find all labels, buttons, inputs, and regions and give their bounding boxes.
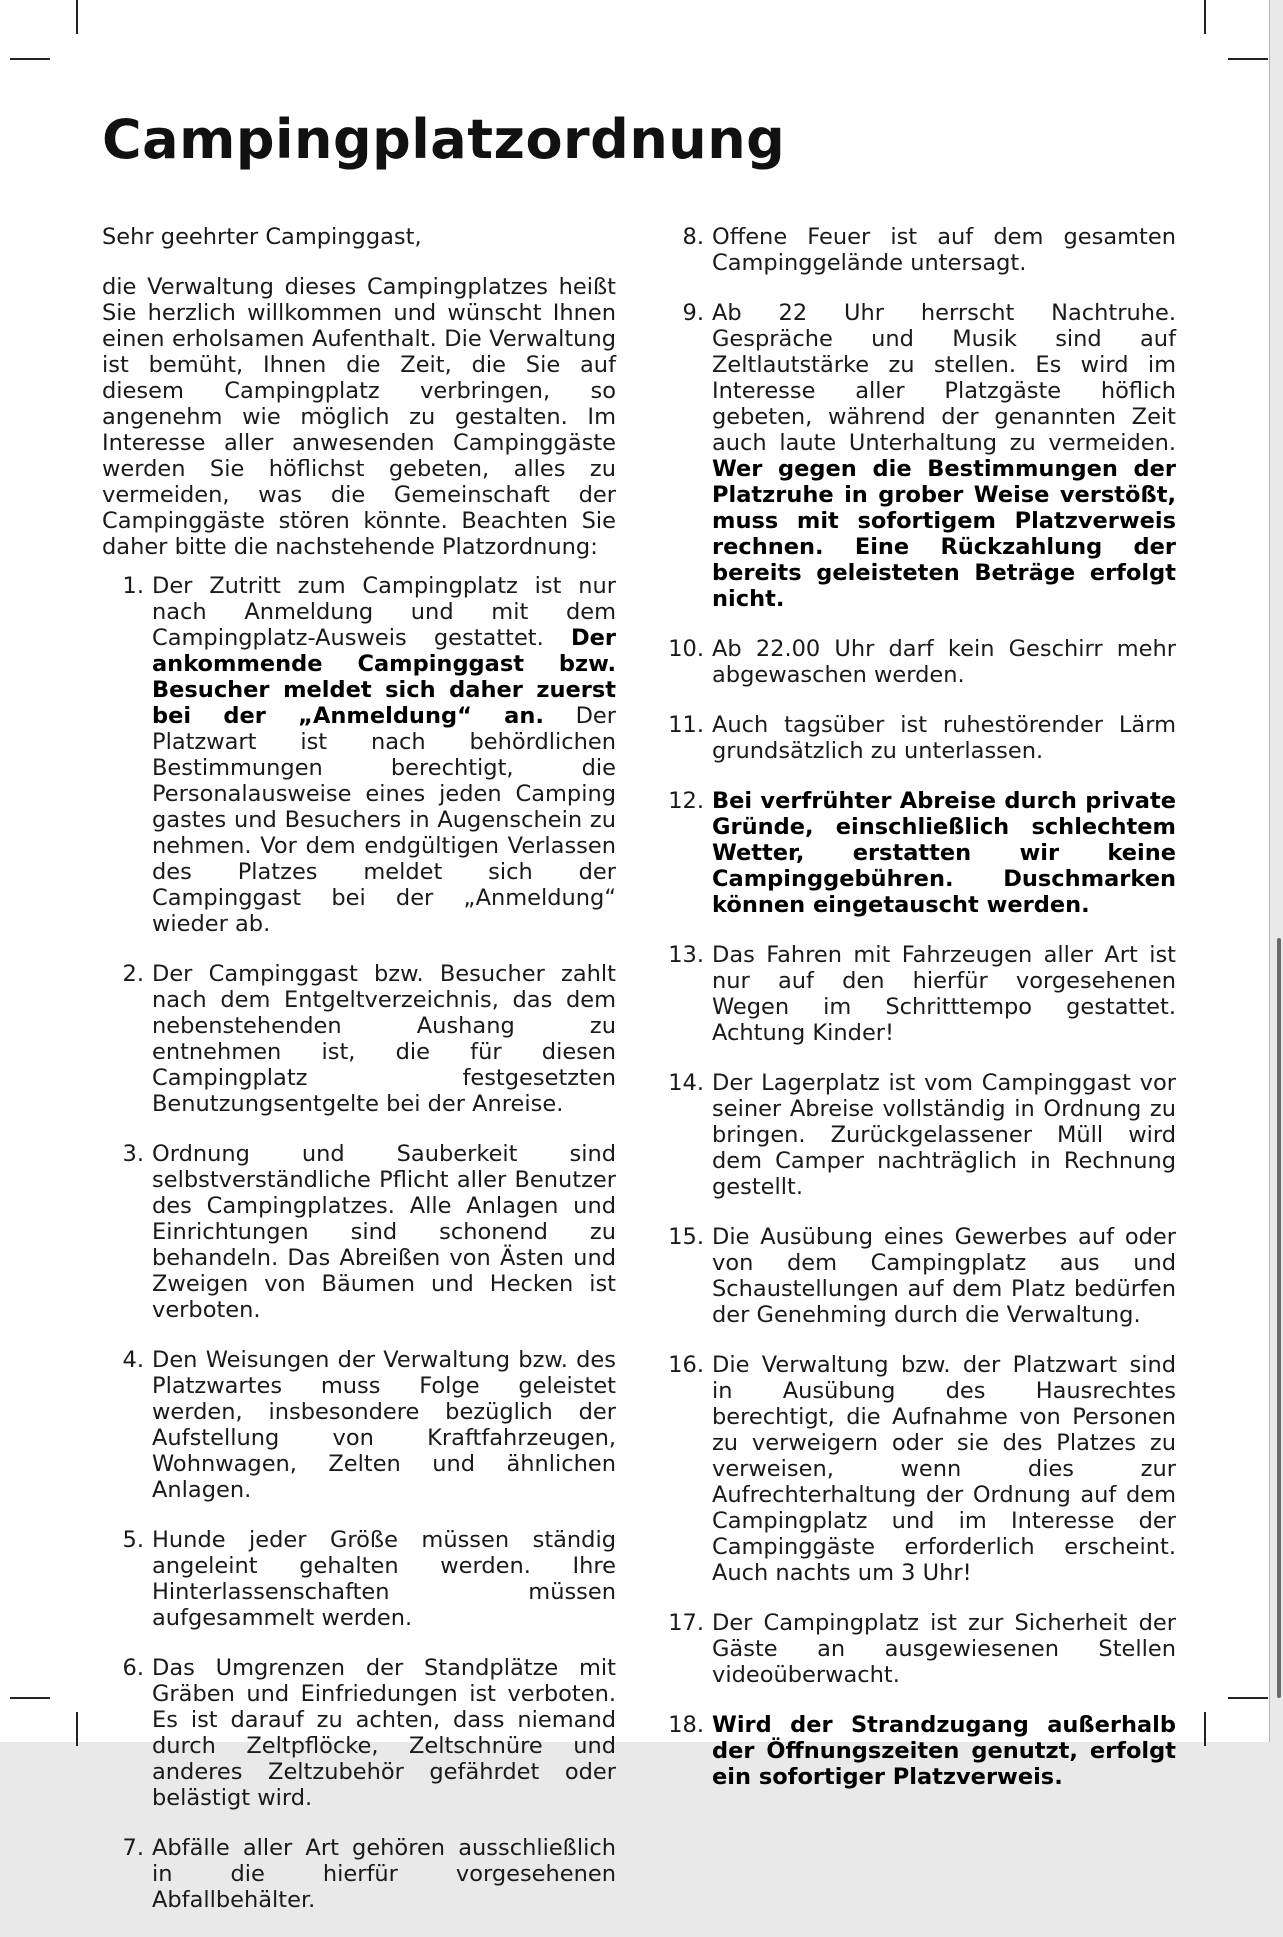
rule-item bbox=[660, 636, 1176, 688]
rule-text: Den Weisungen der Verwaltung bzw. des Platzwartes muss Folge geleistet werden, insbesondere bezüglich der Aufstellung von Kraftfahrzeugen, Wohnwagen, Zelten und ähnlichen Anlagen. bbox=[152, 1347, 616, 1503]
rule-text: Der Zutritt zum Campingplatz ist nur nach Anmeldung und mit dem Campingplatz-Ausweis gestattet. Der ankommende Campinggast bzw. Besucher meldet sich daher zuerst bei der „Anmeldung“ an. Der Platzwart ist nach behördlichen Bestimmungen berechtigt, die Personalausweise eines jeden Camping gastes und Besuchers in Augenschein zu nehmen. Vor dem endgültigen Verlassen des Platzes meldet sich der Campinggast bei der „Anmeldung“ wieder ab. bbox=[152, 573, 616, 937]
rule-text: Das Umgrenzen der Standplätze mit Gräben und Einfriedungen ist verboten. Es ist darauf zu achten, dass niemand durch Zeltpflöcke, Zeltschnüre und anderes Zeltzubehör gefährdet oder belästigt wird. bbox=[152, 1655, 616, 1811]
rule-item bbox=[102, 573, 616, 937]
intro-paragraph: die Verwaltung dieses Campingplatzes heißt Sie herzlich willkommen und wünscht Ihnen einen erholsamen Aufenthalt. Die Verwaltung ist bemüht, Ihnen die Zeit, die Sie auf diesem Campingplatz verbringen, so angenehm wie möglich zu gestalten. Im Interesse aller anwesenden Campinggäste werden Sie höflichst gebeten, alles zu vermeiden, was die Gemeinschaft der Campinggäste stören könnte. Beachten Sie daher bitte die nachstehende Platzordnung: bbox=[102, 274, 616, 560]
crop-mark bbox=[76, 1712, 78, 1746]
rule-text: Hunde jeder Größe müssen ständig angeleint gehalten werden. Ihre Hinterlassenschaften müssen aufgesammelt werden. bbox=[152, 1527, 616, 1631]
page-title: Campingplatzordnung bbox=[102, 108, 786, 171]
rule-item bbox=[660, 1352, 1176, 1586]
rule-item bbox=[102, 1347, 616, 1503]
rule-number: 4. bbox=[122, 1347, 144, 1373]
greeting: Sehr geehrter Campinggast, bbox=[102, 224, 422, 250]
rule-item bbox=[660, 1070, 1176, 1200]
rule-item bbox=[660, 712, 1176, 764]
rule-text: Die Ausübung eines Gewerbes auf oder von dem Campingplatz aus und Schaustellungen auf dem Platz bedürfen der Genehming durch die Verwaltung. bbox=[712, 1224, 1176, 1328]
rule-text: Ab 22.00 Uhr darf kein Geschirr mehr abgewaschen werden. bbox=[712, 636, 1176, 688]
rule-text: Offene Feuer ist auf dem gesamten Campinggelände untersagt. bbox=[712, 224, 1176, 276]
rule-text: Der Campingplatz ist zur Sicherheit der Gäste an ausgewiesenen Stellen videoüberwacht. bbox=[712, 1610, 1176, 1688]
rule-number: 13. bbox=[668, 942, 704, 968]
rule-item bbox=[660, 1712, 1176, 1790]
rule-text: Wird der Strandzugang außerhalb der Öffnungszeiten genutzt, erfolgt ein sofortiger Platzverweis. bbox=[712, 1712, 1176, 1790]
crop-mark bbox=[10, 58, 50, 60]
rule-number: 15. bbox=[668, 1224, 704, 1250]
crop-mark bbox=[1204, 0, 1206, 34]
rules-list-left bbox=[102, 573, 616, 1913]
rule-number: 3. bbox=[122, 1141, 144, 1167]
rule-number: 16. bbox=[668, 1352, 704, 1378]
rule-number: 7. bbox=[122, 1835, 144, 1861]
rule-number: 6. bbox=[122, 1655, 144, 1681]
rule-text: Die Verwaltung bzw. der Platzwart sind in Ausübung des Hausrechtes berechtigt, die Aufnahme von Personen zu verweigern oder sie des Platzes zu verweisen, wenn dies zur Aufrechterhaltung der Ordnung auf dem Campingplatz und im Interesse der Campinggäste erforderlich erscheint. Auch nachts um 3 Uhr! bbox=[712, 1352, 1176, 1586]
crop-mark bbox=[1204, 1712, 1206, 1746]
rule-item bbox=[660, 1224, 1176, 1328]
rule-item bbox=[102, 1655, 616, 1811]
rule-text: Ordnung und Sauberkeit sind selbstverständliche Pflicht aller Benutzer des Campingplatzes. Alle Anlagen und Einrichtungen sind schonend zu behandeln. Das Abreißen von Ästen und Zweigen von Bäumen und Hecken ist verboten. bbox=[152, 1141, 616, 1323]
rule-item bbox=[660, 300, 1176, 612]
rule-number: 5. bbox=[122, 1527, 144, 1553]
rule-number: 1. bbox=[122, 573, 144, 599]
rule-item bbox=[102, 1527, 616, 1631]
crop-mark bbox=[1228, 1697, 1268, 1699]
rule-item bbox=[660, 942, 1176, 1046]
rule-number: 14. bbox=[668, 1070, 704, 1096]
rule-number: 9. bbox=[682, 300, 704, 326]
rule-item bbox=[660, 788, 1176, 918]
crop-mark bbox=[10, 1697, 50, 1699]
rule-text: Ab 22 Uhr herrscht Nachtruhe. Gespräche und Musik sind auf Zeltlautstärke zu stellen. Es wird im Interesse aller Platzgäste höflich gebeten, während der genannten Zeit auch laute Unterhaltung zu vermeiden. Wer gegen die Bestimmungen der Platzruhe in grober Weise verstößt, muss mit sofortigem Platzverweis rechnen. Eine Rückzahlung der bereits geleisteten Beträge erfolgt nicht. bbox=[712, 300, 1176, 612]
crop-mark bbox=[76, 0, 78, 34]
left-column bbox=[102, 224, 616, 1937]
rule-text: Der Lagerplatz ist vom Campinggast vor seiner Abreise vollständig in Ordnung zu bringen. Zurückgelassener Müll wird dem Camper nachträglich in Rechnung gestellt. bbox=[712, 1070, 1176, 1200]
scrollbar-thumb[interactable] bbox=[1277, 938, 1281, 1698]
crop-mark bbox=[1228, 58, 1268, 60]
rule-text: Abfälle aller Art gehören ausschließlich in die hierfür vorgesehenen Abfallbehälter. bbox=[152, 1835, 616, 1913]
rule-item bbox=[660, 1610, 1176, 1688]
rule-item bbox=[102, 1141, 616, 1323]
rule-number: 17. bbox=[668, 1610, 704, 1636]
rule-item bbox=[102, 961, 616, 1117]
rule-item bbox=[102, 1835, 616, 1913]
rule-text: Das Fahren mit Fahrzeugen aller Art ist nur auf den hierfür vorgesehenen Wegen im Schritttempo gestattet. Achtung Kinder! bbox=[712, 942, 1176, 1046]
rule-text: Der Campinggast bzw. Besucher zahlt nach dem Entgeltverzeichnis, das dem nebenstehenden Aushang zu entnehmen ist, die für diesen Campingplatz festgesetzten Benutzungsentgelte bei der Anreise. bbox=[152, 961, 616, 1117]
right-column bbox=[660, 224, 1176, 1814]
rule-number: 10. bbox=[668, 636, 704, 662]
rule-item bbox=[660, 224, 1176, 276]
rule-number: 2. bbox=[122, 961, 144, 987]
rule-number: 11. bbox=[668, 712, 704, 738]
rule-number: 8. bbox=[682, 224, 704, 250]
rule-number: 12. bbox=[668, 788, 704, 814]
rule-number: 18. bbox=[668, 1712, 704, 1738]
rules-list-right bbox=[660, 224, 1176, 1790]
rule-text: Bei verfrühter Abreise durch private Gründe, einschließlich schlechtem Wetter, erstatten wir keine Campinggebühren. Duschmarken können eingetauscht werden. bbox=[712, 788, 1176, 918]
rule-text: Auch tagsüber ist ruhestörender Lärm grundsätzlich zu unterlassen. bbox=[712, 712, 1176, 764]
